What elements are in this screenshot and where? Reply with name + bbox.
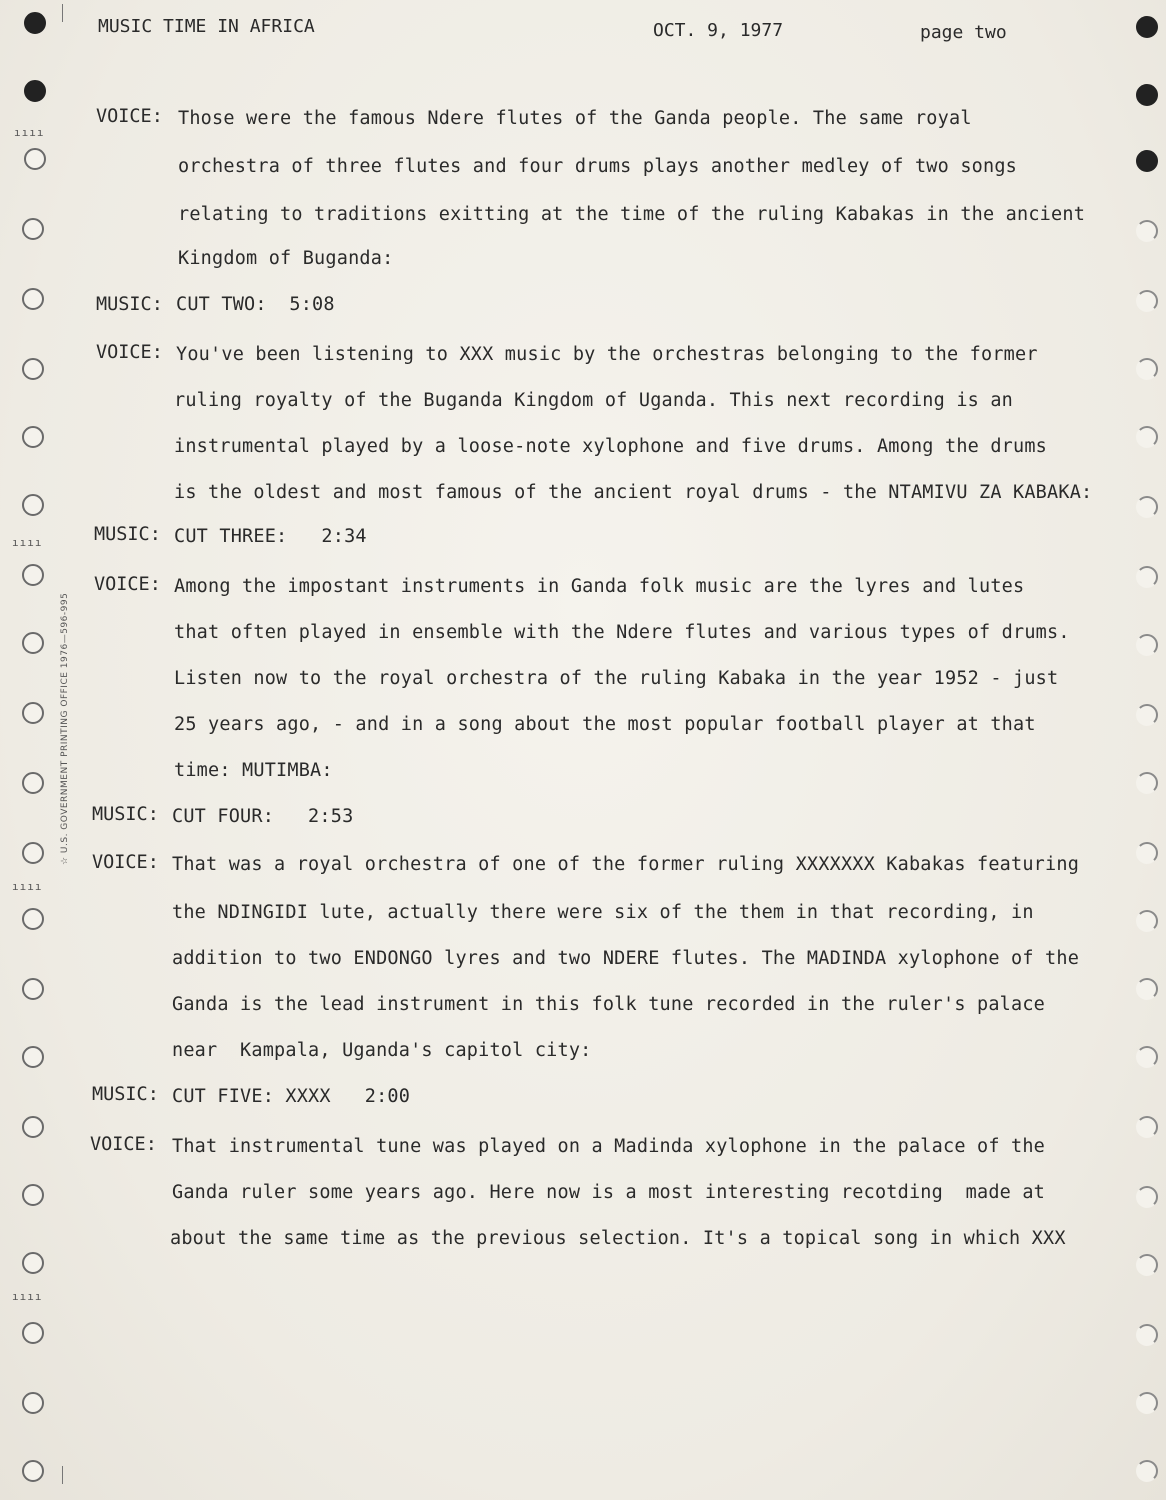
- binder-hole: [22, 218, 44, 240]
- binder-hole: [22, 702, 44, 724]
- binder-hole: [22, 1116, 44, 1138]
- binder-hole: [1136, 150, 1158, 172]
- speaker-label: VOICE:: [90, 1134, 157, 1155]
- binder-hole: [1136, 634, 1158, 656]
- margin-ticks: ıııı: [12, 1290, 43, 1303]
- binder-hole: [1136, 566, 1158, 588]
- text-line: Listen now to the royal orchestra of the ruling Kabaka in the year 1952 - just: [174, 668, 1059, 689]
- binder-hole: [1136, 426, 1158, 448]
- binder-hole: [1136, 910, 1158, 932]
- page-number: page two: [920, 22, 1007, 43]
- text-line: time: MUTIMBA:: [174, 760, 333, 781]
- binder-hole: [22, 1322, 44, 1344]
- binder-hole: [1136, 1324, 1158, 1346]
- text-line: instrumental played by a loose-note xylophone and five drums. Among the drums: [174, 436, 1048, 457]
- margin-ticks: ıııı: [12, 536, 43, 549]
- document-date: OCT. 9, 1977: [653, 20, 784, 41]
- text-line: That instrumental tune was played on a Madinda xylophone in the palace of the: [172, 1136, 1046, 1157]
- binder-hole: [22, 1252, 44, 1274]
- text-line: addition to two ENDONGO lyres and two NDERE flutes. The MADINDA xylophone of the: [172, 948, 1080, 969]
- speaker-label: VOICE:: [94, 574, 161, 595]
- binder-hole: [22, 978, 44, 1000]
- text-line: relating to traditions exitting at the time of the ruling Kabakas in the ancient: [178, 204, 1086, 225]
- text-line: that often played in ensemble with the Ndere flutes and various types of drums.: [174, 622, 1070, 643]
- binder-hole: [22, 772, 44, 794]
- binder-hole: [1136, 1254, 1158, 1276]
- binder-hole: [1136, 496, 1158, 518]
- text-line: You've been listening to XXX music by the orchestras belonging to the former: [176, 344, 1038, 365]
- text-line: about the same time as the previous selection. It's a topical song in which XXX: [170, 1228, 1066, 1249]
- text-line: Kingdom of Buganda:: [178, 248, 394, 269]
- text-line: 25 years ago, - and in a song about the most popular football player at that: [174, 714, 1036, 735]
- margin-ticks: ıııı: [12, 880, 43, 893]
- binder-hole: [1136, 704, 1158, 726]
- cue-label: MUSIC:: [94, 524, 161, 545]
- binder-hole: [1136, 220, 1158, 242]
- binder-hole: [22, 842, 44, 864]
- cue-line: CUT THREE: 2:34: [174, 526, 367, 547]
- text-line: is the oldest and most famous of the ancient royal drums - the NTAMIVU ZA KABAKA:: [174, 482, 1093, 503]
- text-line: near Kampala, Uganda's capitol city:: [172, 1040, 592, 1061]
- binder-hole: [22, 908, 44, 930]
- binder-hole: [22, 1460, 44, 1482]
- binder-hole: [22, 288, 44, 310]
- binder-hole: [24, 12, 46, 34]
- binder-hole: [24, 148, 46, 170]
- binder-hole: [1136, 84, 1158, 106]
- binder-hole: [22, 632, 44, 654]
- margin-ticks: ıııı: [14, 126, 45, 139]
- margin-rule: [62, 4, 63, 22]
- binder-hole: [1136, 1460, 1158, 1482]
- binder-hole: [22, 564, 44, 586]
- binder-hole: [22, 426, 44, 448]
- binder-hole: [1136, 978, 1158, 1000]
- binder-hole: [1136, 358, 1158, 380]
- cue-label: MUSIC:: [92, 1084, 159, 1105]
- cue-line: CUT FIVE: XXXX 2:00: [172, 1086, 411, 1107]
- text-line: Ganda is the lead instrument in this folk tune recorded in the ruler's palace: [172, 994, 1046, 1015]
- document-title: MUSIC TIME IN AFRICA: [98, 16, 315, 37]
- binder-hole: [1136, 1392, 1158, 1414]
- binder-hole: [1136, 772, 1158, 794]
- cue-label: MUSIC:: [96, 294, 163, 315]
- binder-hole: [22, 494, 44, 516]
- binder-hole: [22, 1392, 44, 1414]
- binder-hole: [1136, 1186, 1158, 1208]
- speaker-label: VOICE:: [96, 106, 163, 127]
- binder-hole: [1136, 1046, 1158, 1068]
- binder-hole: [1136, 842, 1158, 864]
- speaker-label: VOICE:: [92, 852, 159, 873]
- text-line: ruling royalty of the Buganda Kingdom of Uganda. This next recording is an: [174, 390, 1014, 411]
- text-line: That was a royal orchestra of one of the former ruling XXXXXXX Kabakas featuring: [172, 854, 1080, 875]
- cue-line: CUT TWO: 5:08: [176, 294, 335, 315]
- text-line: the NDINGIDI lute, actually there were six of the them in that recording, in: [172, 902, 1034, 923]
- binder-hole: [22, 1184, 44, 1206]
- text-line: Those were the famous Ndere flutes of the Ganda people. The same royal: [178, 108, 972, 129]
- margin-rule: [62, 1466, 63, 1484]
- speaker-label: VOICE:: [96, 342, 163, 363]
- cue-line: CUT FOUR: 2:53: [172, 806, 354, 827]
- binder-hole: [22, 358, 44, 380]
- binder-hole: [1136, 16, 1158, 38]
- binder-hole: [24, 80, 46, 102]
- binder-hole: [1136, 290, 1158, 312]
- text-line: orchestra of three flutes and four drums plays another medley of two songs: [178, 156, 1018, 177]
- cue-label: MUSIC:: [92, 804, 159, 825]
- text-line: Ganda ruler some years ago. Here now is a most interesting recotding made at: [172, 1182, 1046, 1203]
- binder-hole: [22, 1046, 44, 1068]
- binder-hole: [1136, 1116, 1158, 1138]
- text-line: Among the impostant instruments in Ganda folk music are the lyres and lutes: [174, 576, 1025, 597]
- printing-office-note: ☆ U.S. GOVERNMENT PRINTING OFFICE 1976—596-995: [60, 592, 70, 865]
